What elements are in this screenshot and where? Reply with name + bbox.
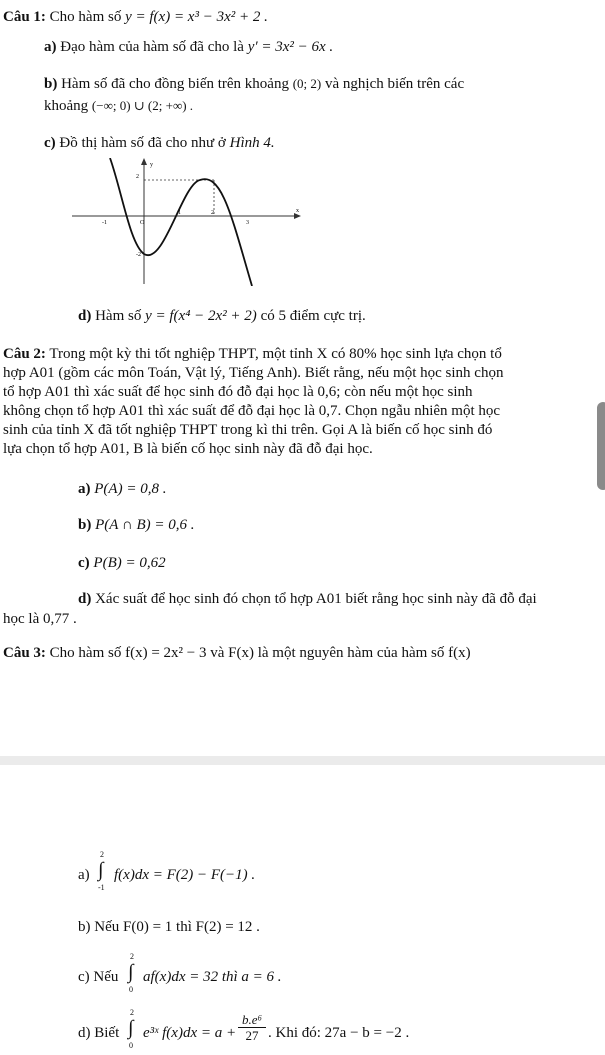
- q3-d-label: d): [78, 1025, 91, 1041]
- q2-a-label: a): [78, 481, 91, 497]
- q3-label: Câu 3:: [3, 645, 46, 661]
- q2-line-1: [3, 345, 502, 363]
- q2-c-formula: P(B) = 0,62: [93, 555, 166, 571]
- page-break-band: [0, 756, 605, 765]
- integral-sign: ∫: [98, 859, 104, 881]
- q1-d-formula: y = f(x⁴ − 2x² + 2): [145, 308, 257, 324]
- q3-a-integral: [98, 850, 112, 894]
- xtick-1: 1: [178, 210, 181, 216]
- q1-label: Câu 1:: [3, 9, 46, 25]
- q1-intro: Cho hàm số: [49, 9, 122, 25]
- q3-d-frac-num: b.e⁶: [238, 1012, 266, 1028]
- q2-c-label: c): [78, 555, 90, 571]
- q1-b-interval: (0; 2): [292, 76, 322, 91]
- q1-c-fig: Hình 4.: [229, 135, 275, 151]
- q1-formula: y = f(x) = x³ − 3x² + 2 .: [125, 9, 268, 25]
- q1-a-formula: y′ = 3x² − 6x .: [247, 39, 334, 55]
- q1-a-label: a): [44, 39, 57, 55]
- q3-c-int-top: 2: [130, 952, 134, 961]
- ytick-neg2: -2: [136, 252, 141, 258]
- q1-a-text: Đạo hàm của hàm số đã cho là: [60, 39, 244, 55]
- q3-d-int-top: 2: [130, 1008, 134, 1017]
- q3-c-label: c): [78, 969, 90, 985]
- q3-a-label: a): [78, 867, 90, 883]
- integral-sign: ∫: [128, 1017, 134, 1039]
- q1-b-line2: khoảng: [44, 98, 89, 114]
- q3-a-int-bot: -1: [98, 883, 105, 892]
- q1-b-text2: và nghịch biến trên các: [325, 76, 465, 92]
- q3-d-frac-den: 27: [245, 1028, 259, 1043]
- q2-option-c: [78, 554, 166, 572]
- q2-line-5: sinh của tỉnh X đã tốt nghiệp THPT trong kì thi trên. Gọi A là biến cố học sinh đó: [3, 422, 493, 438]
- xtick-3: 3: [246, 220, 249, 226]
- q1-c-label: c): [44, 135, 56, 151]
- q3-c-pre: Nếu: [93, 969, 119, 985]
- q3-a-int-top: 2: [100, 850, 104, 859]
- q3-text: Cho hàm số f(x) = 2x² − 3 và F(x) là một nguyên hàm của hàm số f(x): [49, 645, 471, 661]
- q3-d-post: . Khi đó: 27a − b = −2 .: [268, 1025, 410, 1041]
- q1-d-label: d): [78, 308, 92, 324]
- q2-option-a: [78, 480, 166, 498]
- q3-c-int-bot: 0: [129, 985, 133, 994]
- origin-label: O: [140, 220, 145, 226]
- q3-c-integral: [128, 952, 142, 996]
- q3-header: [3, 644, 471, 662]
- q2-option-b: [78, 516, 195, 534]
- q2-line-2: hợp A01 (gồm các môn Toán, Vật lý, Tiếng Anh). Biết rằng, nếu một học sinh chọn: [3, 365, 504, 381]
- q2-b-formula: P(A ∩ B) = 0,6 .: [95, 517, 195, 533]
- q3-c-formula: af(x)dx = 32 thì a = 6 .: [143, 969, 282, 985]
- q2-label: Câu 2:: [3, 346, 46, 362]
- y-axis-label: y: [150, 162, 153, 168]
- q2-a-formula: P(A) = 0,8 .: [94, 481, 167, 497]
- q3-b-text: Nếu F(0) = 1 thì F(2) = 12 .: [94, 919, 260, 935]
- q3-option-c-prefix: [78, 968, 118, 986]
- q3-d-integral: [128, 1008, 142, 1052]
- q3-d-pre: Biết: [94, 1025, 120, 1041]
- scrollbar-thumb[interactable]: [597, 402, 605, 490]
- q3-option-b: [78, 918, 260, 936]
- q3-b-label: b): [78, 919, 91, 935]
- q2-text-1: Trong một kỳ thi tốt nghiệp THPT, một tỉnh X có 80% học sinh lựa chọn tổ: [49, 346, 502, 362]
- q2-d-line2: học là 0,77 .: [3, 611, 77, 627]
- q2-d-line1: Xác suất để học sinh đó chọn tổ hợp A01 biết rằng học sinh này đã đỗ đại: [95, 591, 537, 607]
- integral-sign: ∫: [128, 961, 134, 983]
- cubic-graph: [72, 158, 302, 286]
- q1-option-a: [44, 38, 333, 56]
- q2-option-d: [78, 590, 537, 608]
- q1-b-label: b): [44, 76, 58, 92]
- q1-option-c: [44, 134, 275, 152]
- q1-option-d: [78, 307, 366, 325]
- q1-option-b: [44, 75, 464, 93]
- q2-line-4: không chọn tổ hợp A01 thì xác suất để đỗ đại học là 0,7. Chọn ngẫu nhiên một học: [3, 403, 501, 419]
- y-axis-arrow: [141, 158, 147, 165]
- q1-c-text: Đồ thị hàm số đã cho như ở: [59, 135, 226, 151]
- q3-d-formula: e³ˣ f(x)dx = a +: [143, 1025, 237, 1041]
- q1-header: [3, 8, 268, 26]
- q2-line-3: tổ hợp A01 thì xác suất để học sinh đó đỗ đại học là 0,6; còn nếu một học sinh: [3, 384, 473, 400]
- curve: [110, 158, 252, 286]
- ytick-2: 2: [136, 174, 139, 180]
- q1-b-text: Hàm số đã cho đồng biến trên khoảng: [61, 76, 289, 92]
- q1-b-interval2: (−∞; 0) ∪ (2; +∞) .: [91, 98, 194, 113]
- xtick-2: 2: [211, 210, 214, 216]
- q2-d-label: d): [78, 591, 92, 607]
- q1-option-b-line2: [44, 97, 193, 115]
- q3-d-fraction: [238, 1012, 266, 1044]
- q1-d-text2: có 5 điểm cực trị.: [260, 308, 366, 324]
- q3-d-int-bot: 0: [129, 1041, 133, 1050]
- q1-d-text: Hàm số: [95, 308, 142, 324]
- q2-b-label: b): [78, 517, 92, 533]
- q3-option-d-prefix: [78, 1024, 119, 1042]
- x-axis-label: x: [296, 208, 299, 214]
- q3-a-formula: f(x)dx = F(2) − F(−1) .: [114, 867, 256, 883]
- q2-line-6: lựa chọn tổ hợp A01, B là biến cố học sinh này đã đỗ đại học.: [3, 441, 373, 457]
- xtick-neg1: -1: [102, 220, 107, 226]
